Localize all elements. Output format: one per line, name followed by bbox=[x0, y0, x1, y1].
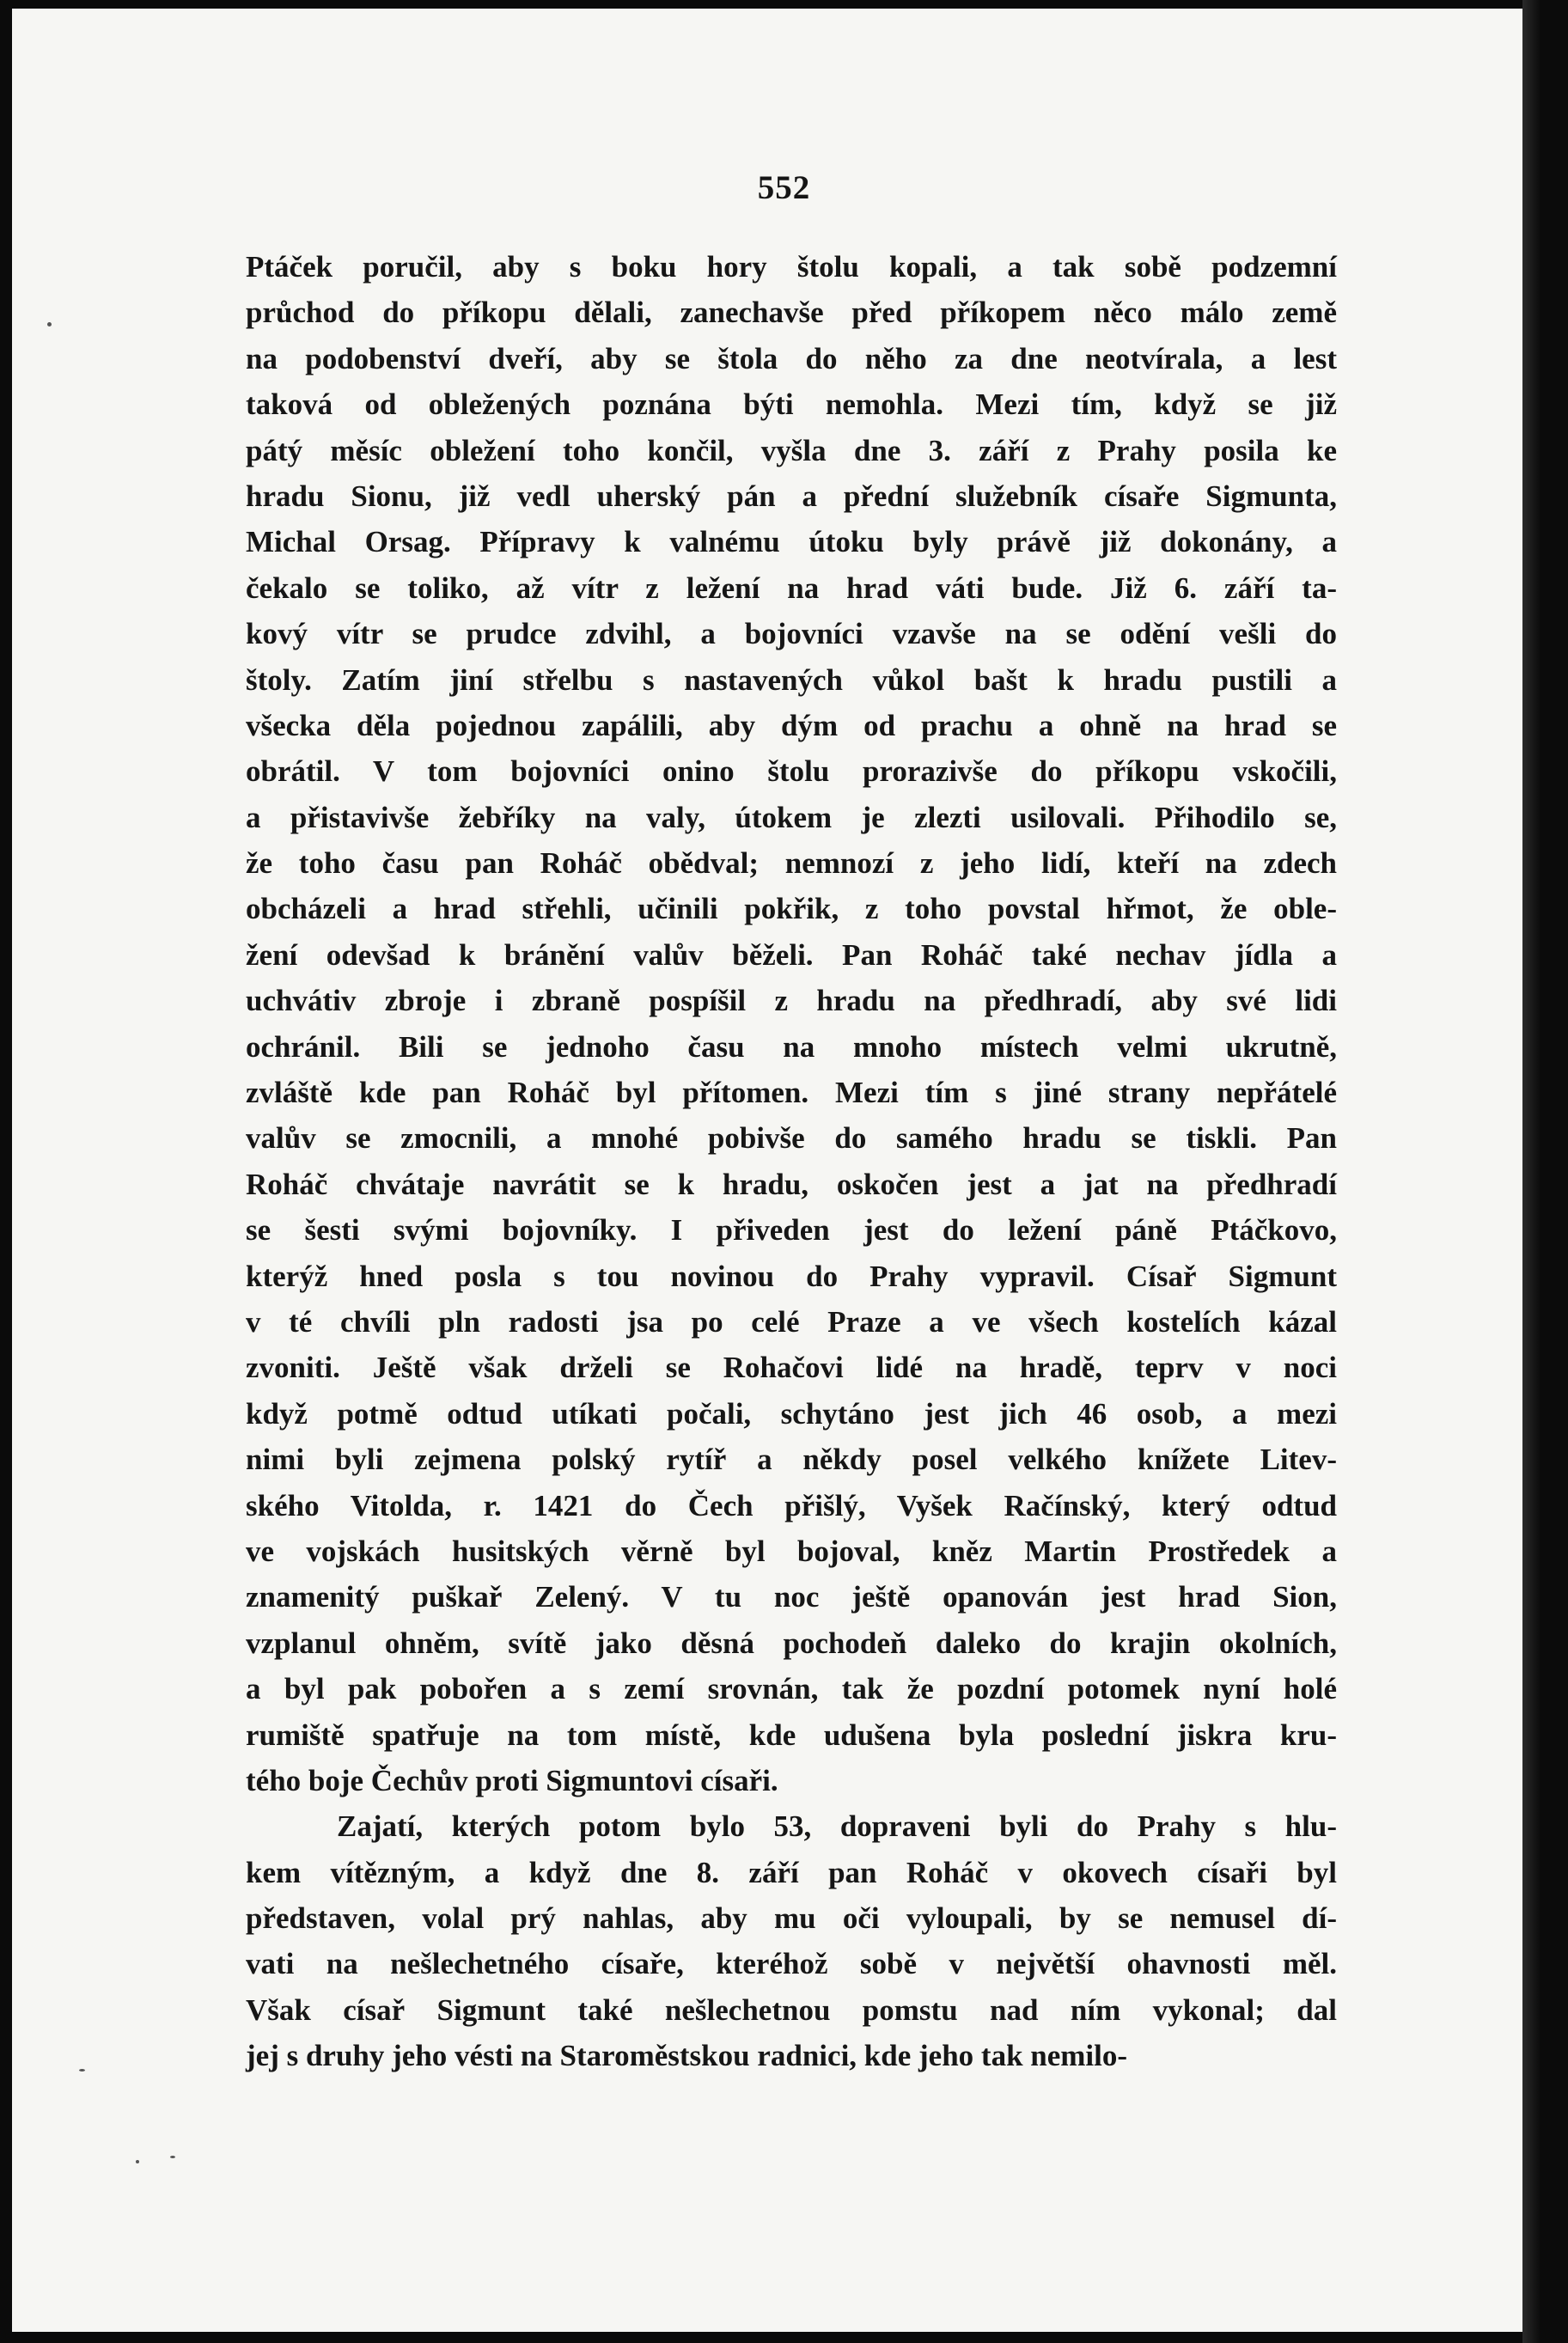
text-line: zvoniti. Ještě však drželi se Rohačovi lidé na hradě, teprv v noci bbox=[246, 1351, 1337, 1385]
paragraph bbox=[246, 244, 1337, 1803]
text-line: kový vítr se prudce zdvihl, a bojovníci vzavše na se odění vešli do bbox=[246, 617, 1337, 651]
text-line: pátý měsíc obležení toho končil, vyšla dne 3. září z Prahy posila ke bbox=[246, 433, 1337, 467]
text-line: uchvátiv zbroje i zbraně pospíšil z hradu na předhradí, aby své lidi bbox=[246, 984, 1337, 1018]
scan-speck bbox=[79, 2069, 85, 2071]
page-number: 552 bbox=[757, 169, 811, 206]
text-line: vati na nešlechetného císaře, kteréhož sobě v největší ohavnosti měl. bbox=[246, 1947, 1337, 1981]
scan-speck bbox=[136, 2160, 139, 2163]
text-line: obcházeli a hrad střehli, učinili pokřik, z toho povstal hřmot, že oble- bbox=[246, 892, 1337, 926]
text-line: jej s druhy jeho vésti na Staroměstskou radnici, kde jeho tak nemilo- bbox=[246, 2039, 1128, 2073]
text-line: všecka děla pojednou zapálili, aby dým od prachu a ohně na hrad se bbox=[246, 708, 1337, 742]
text-line: Michal Orsag. Přípravy k valnému útoku byly právě již dokonány, a bbox=[246, 525, 1337, 559]
text-line: ve vojskách husitských věrně byl bojoval, kněz Martin Prostředek a bbox=[246, 1534, 1337, 1568]
text-line: Ptáček poručil, aby s boku hory štolu kopali, a tak sobě podzemní bbox=[246, 250, 1337, 284]
text-line: tého boje Čechův proti Sigmuntovi císaři. bbox=[246, 1763, 778, 1797]
text-line: valův se zmocnili, a mnohé pobivše do samého hradu se tiskli. Pan bbox=[246, 1121, 1337, 1156]
text-line: ského Vitolda, r. 1421 do Čech přišlý, Vyšek Račínský, který odtud bbox=[246, 1488, 1337, 1522]
text-line: obrátil. V tom bojovníci onino štolu prorazivše do příkopu vskočili, bbox=[246, 754, 1337, 789]
text-line: se šesti svými bojovníky. I přiveden jest do ležení páně Ptáčkovo, bbox=[246, 1213, 1337, 1248]
text-line: na podobenství dveří, aby se štola do něho za dne neotvírala, a lest bbox=[246, 341, 1337, 375]
text-line: čekalo se toliko, až vítr z ležení na hrad váti bude. Již 6. září ta- bbox=[246, 570, 1337, 605]
text-line: štoly. Zatím jiní střelbu s nastavených vůkol bašt k hradu pustili a bbox=[246, 662, 1337, 697]
text-line: průchod do příkopu dělali, zanechavše před příkopem něco málo země bbox=[246, 296, 1337, 330]
text-line: hradu Sionu, již vedl uherský pán a přední služebník císaře Sigmunta, bbox=[246, 479, 1337, 513]
text-line: zvláště kde pan Roháč byl přítomen. Mezi tím s jiné strany nepřátelé bbox=[246, 1076, 1337, 1110]
scan-speck bbox=[170, 2156, 175, 2158]
text-line: Roháč chvátaje navrátit se k hradu, oskočen jest a jat na předhradí bbox=[246, 1167, 1337, 1201]
binding-edge bbox=[1522, 0, 1568, 2343]
text-line: žení odevšad k bránění valův běželi. Pan Roháč také nechav jídla a bbox=[246, 937, 1337, 972]
text-line: nimi byli zejmena polský rytíř a někdy posel velkého knížete Litev- bbox=[246, 1443, 1337, 1477]
text-line: a přistavivše žebříky na valy, útokem je zlezti usilovali. Přihodilo se, bbox=[246, 800, 1337, 834]
text-line: představen, volal prý nahlas, aby mu oči vyloupali, by se nemusel dí- bbox=[246, 1901, 1337, 1936]
text-line: Však císař Sigmunt také nešlechetnou pomstu nad ním vykonal; dal bbox=[246, 1992, 1337, 2027]
text-line: ochránil. Bili se jednoho času na mnoho místech velmi ukrutně, bbox=[246, 1029, 1337, 1064]
text-line: a byl pak pobořen a s zemí srovnán, tak že pozdní potomek nyní holé bbox=[246, 1672, 1337, 1706]
text-line: vzplanul ohněm, svítě jako děsná pochodeň daleko do krajin okolních, bbox=[246, 1626, 1337, 1660]
text-line: že toho času pan Roháč obědval; nemnozí z jeho lidí, kteří na zdech bbox=[246, 846, 1337, 881]
text-line: kterýž hned posla s tou novinou do Prahy vypravil. Císař Sigmunt bbox=[246, 1259, 1337, 1293]
text-line: taková od obležených poznána býti nemohla. Mezi tím, když se již bbox=[246, 387, 1337, 422]
text-line: když potmě odtud utíkati počali, schytáno jest jich 46 osob, a mezi bbox=[246, 1396, 1337, 1431]
text-line: rumiště spatřuje na tom místě, kde udušena byla poslední jiskra kru- bbox=[246, 1718, 1337, 1752]
scan-speck bbox=[47, 322, 52, 326]
text-line: kem vítězným, a když dne 8. září pan Roháč v okovech císaři byl bbox=[246, 1855, 1337, 1889]
text-line: znamenitý puškař Zelený. V tu noc ještě opanován jest hrad Sion, bbox=[246, 1580, 1337, 1614]
paragraph bbox=[246, 1803, 1337, 2078]
text-line: v té chvíli pln radosti jsa po celé Praze a ve všech kostelích kázal bbox=[246, 1304, 1337, 1339]
text-line: Zajatí, kterých potom bylo 53, dopraveni byli do Prahy s hlu- bbox=[337, 1809, 1337, 1844]
body-text bbox=[246, 244, 1337, 2079]
